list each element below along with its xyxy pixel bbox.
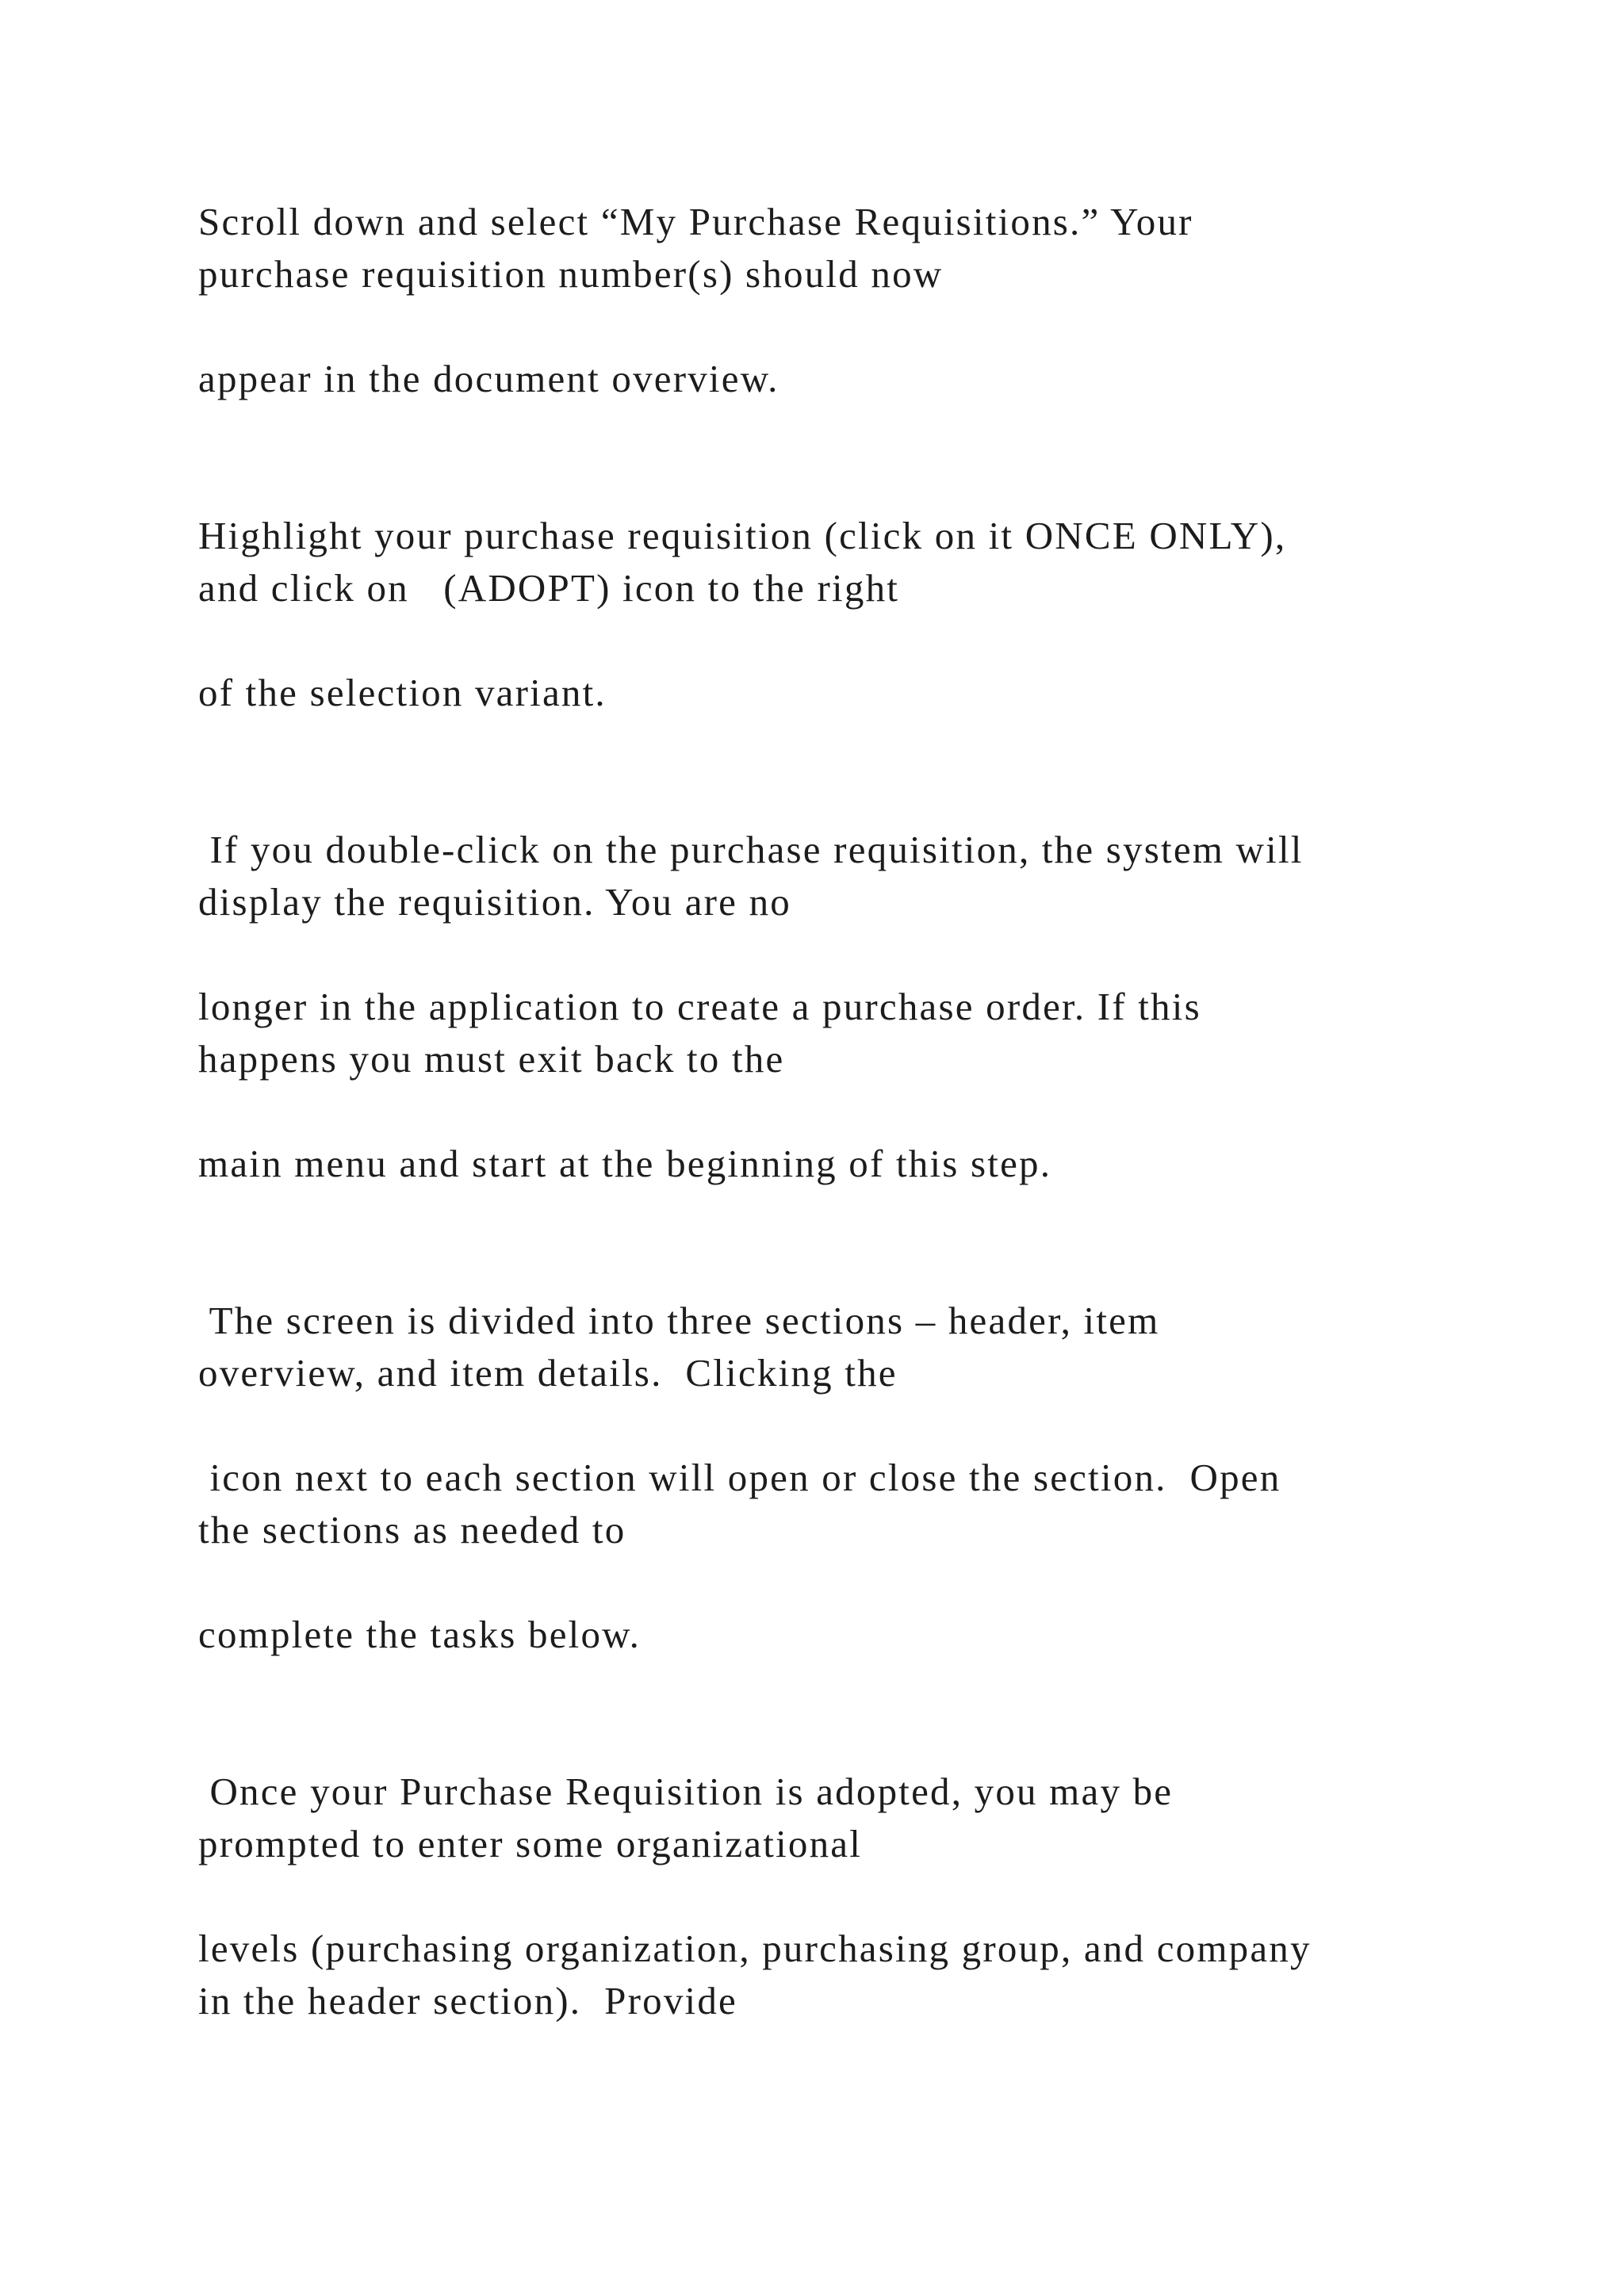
paragraph-8-line-1: The screen is divided into three sections – header, item <box>198 1299 1160 1342</box>
paragraph-6-line-2: happens you must exit back to the <box>198 1037 785 1081</box>
paragraph-1-line-1: Scroll down and select “My Purchase Requisitions.” Your <box>198 200 1193 243</box>
paragraph-7-line-1: main menu and start at the beginning of this step. <box>198 1142 1052 1185</box>
paragraph-9-line-1: icon next to each section will open or close the section. Open <box>198 1456 1281 1499</box>
paragraph-12-line-1: levels (purchasing organization, purchasing group, and company <box>198 1927 1312 1970</box>
paragraph-6-line-1: longer in the application to create a purchase order. If this <box>198 985 1201 1028</box>
paragraph-9-line-2: the sections as needed to <box>198 1508 626 1552</box>
paragraph-1-line-2: purchase requisition number(s) should now <box>198 252 944 296</box>
paragraph-5-line-2: display the requisition. You are no <box>198 880 791 924</box>
paragraph-8-line-2: overview, and item details. Clicking the <box>198 1351 898 1395</box>
paragraph-11-line-2: prompted to enter some organizational <box>198 1822 863 1866</box>
paragraph-3-line-2: and click on (ADOPT) icon to the right <box>198 566 900 610</box>
paragraph-3-line-1: Highlight your purchase requisition (click on it ONCE ONLY), <box>198 514 1287 557</box>
paragraph-10-line-1: complete the tasks below. <box>198 1613 642 1656</box>
paragraph-4-line-1: of the selection variant. <box>198 671 607 714</box>
paragraph-2-line-1: appear in the document overview. <box>198 357 779 400</box>
paragraph-5-line-1: If you double-click on the purchase requisition, the system will <box>198 828 1304 871</box>
paragraph-11-line-1: Once your Purchase Requisition is adopted, you may be <box>198 1770 1174 1813</box>
paragraph-12-line-2: in the header section). Provide <box>198 1979 737 2022</box>
